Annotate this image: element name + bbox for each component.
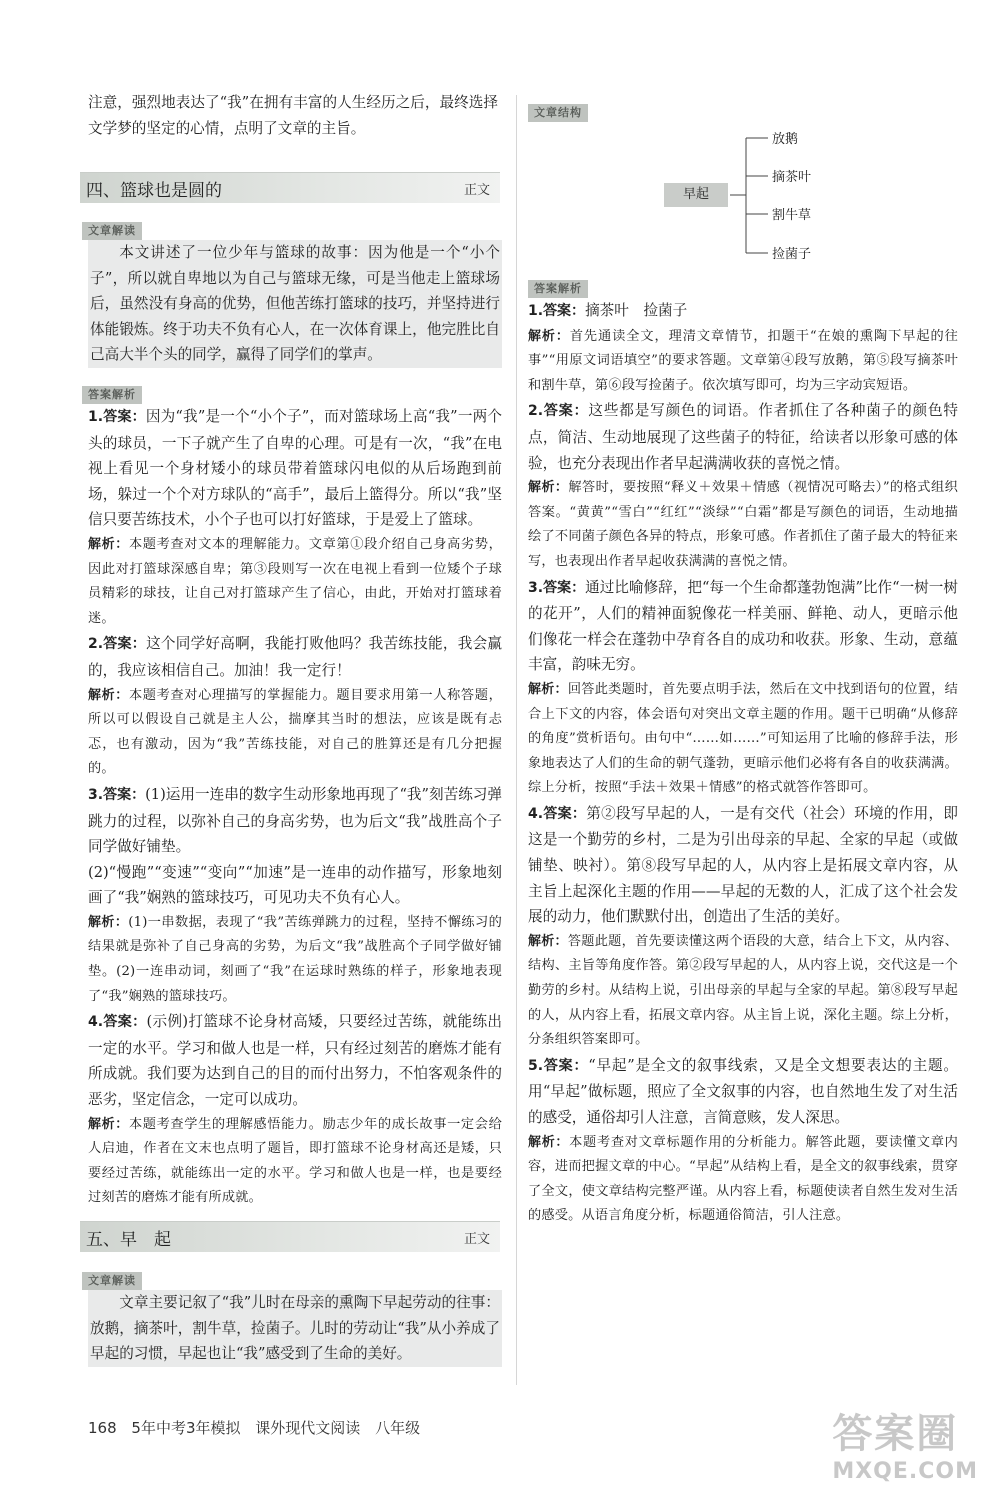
section5-answer-list (528, 298, 958, 1229)
section5-answers-label: 答案解析 (528, 280, 588, 298)
answer-explain: 解析：回答此类题时，首先要点明手法，然后在文中找到语句的位置，结合上下文的内容，体会语句对突出文章主题的作用。题干已明确“从修辞的角度”赏析语句。由句中“……如……”可知运用了比喻的修辞手法，形象地表达了人们的生命的朝气蓬勃，更暗示他们必将有各自的收获满满。综上分析，按照“手法＋效果＋情感”的格式就答作答即可。 (528, 681, 958, 796)
answer-text: 2.答案：这个同学好高啊，我能打败他吗？我苦练技能，我会赢的，我应该相信自己。加油！我一定行！ (88, 635, 502, 679)
answer-explain: 解析：本题考查对心理描写的掌握能力。题目要求用第一人称答题，所以可以假设自己就是主人公，揣摩其当时的想法，应该是既有忐忑，也有激动，因为“我”苦练技能，对自己的胜算还是有几分把握的。 (88, 687, 502, 777)
structure-label: 文章结构 (528, 104, 588, 122)
answer-text: 1.答案：因为“我”是一个“小个子”，而对篮球场上高“我”一两个头的球员，一下子就产生了自卑的心理。可是有一次，“我”在电视上看见一个身材矮小的球员带着篮球闪电似的从后场跑到前场，躲过一个个对方球队的“高手”，最后上篮得分。所以“我”坚信只要苦练技术，小个子也可以打好篮球，于是爱上了篮球。 (88, 408, 502, 529)
page-footer (88, 1417, 430, 1438)
section4-tag: 正文 (463, 183, 490, 198)
answer-text: 5.答案：“早起”是全文的叙事线索，又是全文想要表达的主题。用“早起”做标题，照应了全文叙事的内容，也自然地生发了对生活的感受，通俗却引人注意，言简意赅，发人深思。 (528, 1056, 958, 1126)
section5-summary-label: 文章解读 (82, 1272, 142, 1290)
section5-answer-3 (528, 575, 958, 801)
section5-header (80, 1221, 500, 1252)
section4-answer-1 (88, 404, 502, 631)
section5-title: 五、早 起 (86, 1230, 171, 1250)
section4-header (80, 172, 500, 203)
section4-summary-label: 文章解读 (82, 222, 142, 240)
section4-answer-3 (88, 782, 502, 1009)
tree-child-1: 放鹅 (772, 132, 799, 147)
section5-answer-4 (528, 801, 958, 1053)
series-name: 5年中考3年模拟 (131, 1419, 241, 1437)
grade-name: 八年级 (375, 1419, 421, 1437)
answer-explain: 解析：(1)一串数据，表现了“我”苦练弹跳力的过程，坚持不懈练习的结果就是弥补了自己身高的劣势，为后文“我”战胜高个子同学做好铺垫。(2)一连串动词，刻画了“我”在运球时熟练的样子，形象地表现了“我”娴熟的篮球技巧。 (88, 914, 502, 1004)
watermark-main: 答案圈 (832, 1411, 959, 1457)
watermark-url: MXQE.COM (832, 1459, 978, 1484)
section4-answer-4 (88, 1009, 502, 1211)
structure-tree (528, 120, 964, 270)
section5-answer-5 (528, 1053, 958, 1229)
subject-name: 课外现代文阅读 (255, 1419, 361, 1437)
tree-child-3: 割牛草 (772, 208, 812, 223)
answer-text: 2.答案：这些都是写颜色的词语。作者抓住了各种菌子的颜色特点，简洁、生动地展现了这些菌子的特征，给读者以形象可感的体验，也充分表现出作者早起满满收获的喜悦之情。 (528, 402, 958, 472)
section5-summary: 文章主要记叙了“我”儿时在母亲的熏陶下早起劳动的往事：放鹅，摘茶叶，割牛草，捡菌子。儿时的劳动让“我”从小养成了早起的习惯，早起也让“我”感受到了生命的美好。 (88, 1290, 502, 1367)
section5-answer-1 (528, 298, 958, 398)
answer-text: 3.答案：(1)运用一连串的数字生动形象地再现了“我”刻苦练习弹跳力的过程，以弥补自己的身高劣势，也为后文“我”战胜高个子同学做好铺垫。 (2)“慢跑”“变速”“变向”“加速”是一连串的动作描写，形象地刻画了“我”娴熟的篮球技巧，可见功夫不负有心人。 (88, 785, 502, 907)
answer-text: 1.答案：摘茶叶 捡菌子 (528, 302, 688, 319)
page-number: 168 (88, 1419, 117, 1437)
answer-explain: 解析：本题考查对文章标题作用的分析能力。解答此题，要读懂文章内容，进而把握文章的中心。“早起”从结构上看，是全文的叙事线索，贯穿了全文，使文章结构完整严谨。从内容上看，标题使读者自然生发对生活的感受。从语言角度分析，标题通俗简洁，引人注意。 (528, 1134, 958, 1224)
answer-text: 4.答案：(示例)打篮球不论身材高矮，只要经过苦练，就能练出一定的水平。学习和做人也是一样，只有经过刻苦的磨炼才能有所成就。我们要为达到自己的目的而付出努力，不怕客观条件的恶劣，坚定信念，一定可以成功。 (88, 1013, 503, 1109)
answer-text: 3.答案：通过比喻修辞，把“每一个生命都蓬勃饱满”比作“一树一树的花开”，人们的精神面貌像花一样美丽、鲜艳、动人，更暗示他们像花一样会在蓬勃中孕育各自的成功和收获。形象、生动，意蕴丰富，韵味无穷。 (528, 578, 959, 674)
section5-tag: 正文 (463, 1232, 490, 1247)
section4-answer-2 (88, 631, 502, 782)
tree-lines (528, 120, 964, 270)
answer-explain: 解析：答题此题，首先要读懂这两个语段的大意，结合上下文，从内容、结构、主旨等角度作答。第②段写早起的人，从内容上说，交代这是一个勤劳的乡村。从结构上说，引出母亲的早起与全家的早起。第⑧段写早起的人，从内容上看，拓展文章内容。从主旨上说，深化主题。综上分析，分条组织答案即可。 (528, 933, 958, 1048)
tree-child-2: 摘茶叶 (772, 170, 812, 185)
section4-title: 四、篮球也是圆的 (86, 181, 222, 201)
watermark (832, 1402, 978, 1484)
tree-child-4: 捡菌子 (772, 247, 812, 262)
section4-answers-label: 答案解析 (82, 386, 142, 404)
section4-summary: 本文讲述了一位少年与篮球的故事：因为他是一个“小个子”，所以就自卑地以为自己与篮球无缘，可是当他走上篮球场后，虽然没有身高的优势，但他苦练打篮球的技巧，并坚持进行体能锻炼。终于功夫不负有心人，在一次体育课上，他完胜比自己高大半个头的同学，赢得了同学们的掌声。 (88, 240, 502, 368)
answer-explain: 解析：本题考查学生的理解感悟能力。励志少年的成长故事一定会给人启迪，作者在文末也点明了题旨，即打篮球不论身材高还是矮，只要经过苦练，就能练出一定的水平。学习和做人也是一样，也是要经过刻苦的磨炼才能有所成就。 (88, 1116, 502, 1206)
answer-text: 4.答案：第②段写早起的人，一是有交代（社会）环境的作用，即这是一个勤劳的乡村，二是为引出母亲的早起、全家的早起（或做铺垫、映衬）。第⑧段写早起的人，从内容上是拓展文章内容，从主旨上起深化主题的作用——早起的无数的人，汇成了这个社会发展的动力，他们默默付出，创造出了生活的美好。 (528, 804, 958, 926)
answer-explain: 解析：本题考查对文本的理解能力。文章第①段介绍自己身高劣势，因此对打篮球深感自卑；第③段则写一次在电视上看到一位矮个子球员精彩的球技，让自己对打篮球产生了信心，由此，开始对打篮球着迷。 (88, 536, 502, 626)
intro-tail: 注意，强烈地表达了“我”在拥有丰富的人生经历之后，最终选择文学梦的坚定的心情，点明了文章的主旨。 (88, 94, 498, 137)
section4-answer-list (88, 404, 502, 1211)
column-divider (516, 95, 517, 1385)
section5-answer-2 (528, 398, 958, 574)
answer-explain: 解析：解答时，要按照“释义＋效果＋情感（视情况可略去）”的格式组织答案。“黄黄”“雪白”“红红”“淡绿”“白霜”都是写颜色的词语，生动地描绘了不同菌子颜色各异的特点，形象可感。作者抓住了菌子最大的特征来写，也表现出作者早起收获满满的喜悦之情。 (528, 480, 958, 569)
tree-root: 早起 (664, 183, 728, 207)
answer-explain: 解析：首先通读全文，理清文章情节，扣题干“在娘的熏陶下早起的往事”“用原文词语填空”的要求答题。文章第④段写放鹅，第⑤段写摘茶叶和割牛草，第⑥段写捡菌子。依次填写即可，均为三字动宾短语。 (528, 328, 959, 393)
